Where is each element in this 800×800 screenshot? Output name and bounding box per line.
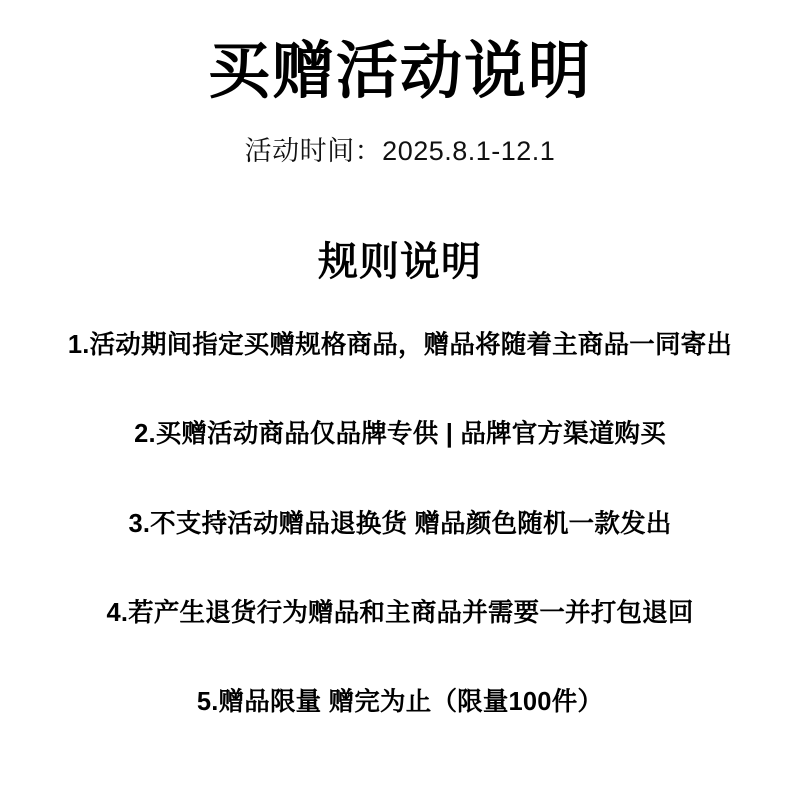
- list-item: 4.若产生退货行为赠品和主商品并需要一并打包退回: [106, 598, 694, 627]
- list-item: 5.赠品限量 赠完为止（限量100件）: [196, 687, 604, 716]
- page-title: 买赠活动说明: [207, 37, 592, 106]
- activity-period-text: 活动时间：2025.8.1-12.1: [244, 136, 556, 167]
- list-item: 2.买赠活动商品仅品牌专供 | 品牌官方渠道购买: [134, 420, 666, 449]
- rules-section-title: 规则说明: [318, 240, 482, 285]
- rules-list: [0, 287, 800, 719]
- list-item: 1.活动期间指定买赠规格商品，赠品将随着主商品一同寄出: [67, 331, 733, 360]
- list-item: 3.不支持活动赠品退换货 赠品颜色随机一款发出: [128, 509, 672, 538]
